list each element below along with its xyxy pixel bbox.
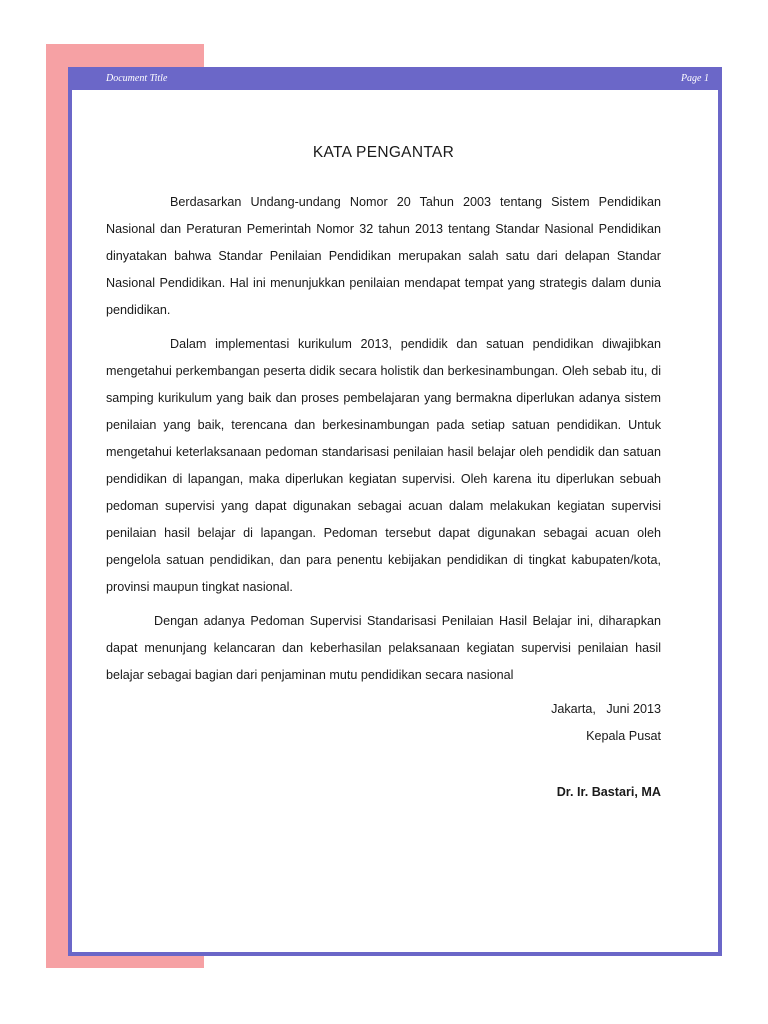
paragraph-2: Dalam implementasi kurikulum 2013, pendidik dan satuan pendidikan diwajibkan mengetahui perkembangan peserta didik secara holistik dan berkesinambungan. Oleh sebab itu, di samping kurikulum yang baik dan proses pembelajaran yang bermakna diperlukan adanya sistem penilaian yang baik, terencana dan berkesinambungan pada setiap satuan pendidikan. Untuk mengetahui keterlaksanaan pedoman standarisasi penilaian hasil belajar oleh pendidik dan satuan pendidikan di lapangan, maka diperlukan kegiatan supervisi. Oleh karena itu diperlukan sebuah pedoman supervisi yang dapat digunakan sebagai acuan dalam melakukan kegiatan supervisi penilaian hasil belajar di lapangan. Pedoman tersebut dapat digunakan sebagai acuan oleh pengelola satuan pendidikan, dan para penentu kebijakan pendidikan di tingkat kabupaten/kota, provinsi maupun tingkat nasional. (106, 337, 661, 594)
document-content (106, 142, 661, 806)
paragraph-3: Dengan adanya Pedoman Supervisi Standarisasi Penilaian Hasil Belajar ini, diharapkan dapat menunjang kelancaran dan keberhasilan pelaksanaan kegiatan supervisi penilaian hasil belajar sebagai bagian dari penjaminan mutu pendidikan secara nasional (106, 614, 661, 682)
page-header (68, 67, 722, 90)
signature-position: Kepala Pusat (586, 729, 661, 743)
signature-place-date: Jakarta, Juni 2013 (551, 702, 661, 716)
paragraph-1: Berdasarkan Undang-undang Nomor 20 Tahun 2003 tentang Sistem Pendidikan Nasional dan Peraturan Pemerintah Nomor 32 tahun 2013 tentang Standar Nasional Pendidikan dinyatakan bahwa Standar Penilaian Pendidikan merupakan salah satu dari delapan Standar Nasional Pendidikan. Hal ini menunjukkan penilaian mendapat tempat yang strategis dalam dunia pendidikan. (106, 195, 661, 317)
signature-name: Dr. Ir. Bastari, MA (556, 785, 661, 799)
document-heading: KATA PENGANTAR (312, 144, 455, 161)
page-number: Page 1 (680, 73, 709, 84)
page-body (72, 90, 718, 952)
page-frame (68, 67, 722, 956)
document-title: Document Title (106, 73, 168, 84)
